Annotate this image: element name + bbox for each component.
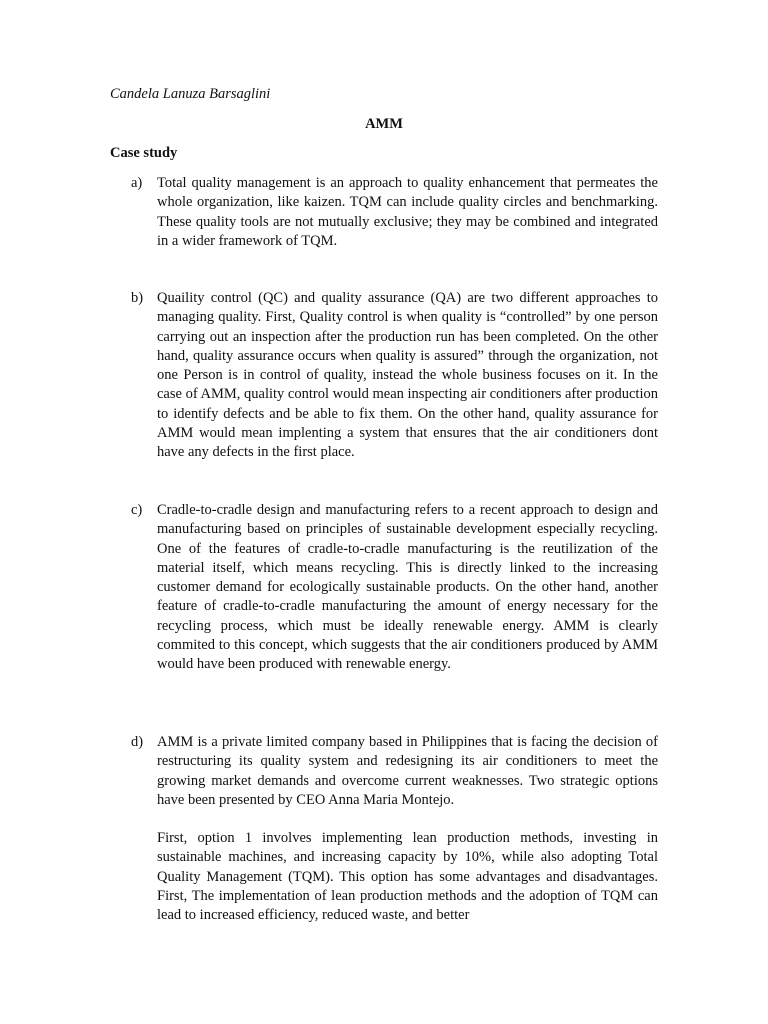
document-title: AMM [365,116,403,132]
paragraph: Quaility control (QC) and quality assurance (QA) are two different approaches to managing quality. First, Quality control is when quality is “controlled” by one person carrying out an inspection after the production run has been completed. On the other hand, quality assurance occurs when quality is assured” through the organization, not one Person is in control of quality, instead the whole business focuses on it. In the case of AMM, quality control would mean inspecting air conditioners after production to identify defects and be able to fix them. On the other hand, quality assurance for AMM would mean implenting a system that ensures that the air conditioners dont have any defects in the first place. [157,290,658,461]
list-item-d [110,733,658,926]
list-item-b [110,289,658,463]
paragraph: Cradle-to-cradle design and manufacturing refers to a recent approach to design and manufacturing based on principles of sustainable development especially recycling. One of the features of cradle-to-cradle manufacturing is the reutilization of the material itself, which means recycling. This is directly linked to the increasing customer demand for ecologically sustainable products. On the other hand, another feature of cradle-to-cradle manufacturing the amount of energy necessary for the recycling process, which must be ideally renewable energy. AMM is clearly commited to this concept, which suggests that the air conditioners produced by AMM would have been produced with renewable energy. [157,502,658,673]
author-name: Candela Lanuza Barsaglini [110,86,271,102]
section-heading: Case study [110,145,178,161]
list-marker: b) [131,290,144,306]
paragraph: First, option 1 involves implementing lean production methods, investing in sustainable machines, and increasing capacity by 10%, while also adopting Total Quality Management (TQM). This option has some advantages and disadvantages. First, The implementation of lean production methods and the adoption of TQM can lead to increased efficiency, reduced waste, and better [157,830,658,924]
list-marker: a) [131,175,143,191]
list-item-c [110,501,658,675]
list-marker: c) [131,502,143,518]
paragraph: AMM is a private limited company based in Philippines that is facing the decision of restructuring its quality system and redesigning its air conditioners to meet the growing market demands and overcome current weaknesses. Two strategic options have been presented by CEO Anna Maria Montejo. [157,734,658,808]
paragraph: Total quality management is an approach to quality enhancement that permeates the whole organization, like kaizen. TQM can include quality circles and benchmarking. These quality tools are not mutually exclusive; they may be combined and integrated in a wider framework of TQM. [157,175,658,249]
list-marker: d) [131,734,144,750]
list-item-a [110,174,658,251]
